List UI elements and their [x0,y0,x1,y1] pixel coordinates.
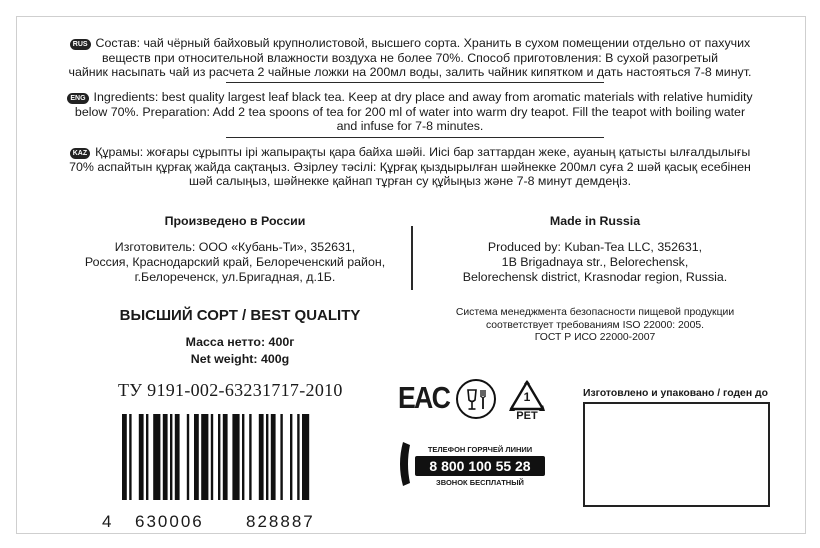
column-divider [411,226,413,290]
ru-composition [40,36,780,80]
barcode-bar [242,414,244,500]
barcode-bar [280,414,282,500]
iso-line: соответствует требованиям ISO 22000: 2005. [485,319,705,331]
recycle-label: PET [516,410,538,422]
barcode-bar [146,414,148,500]
eac-text: EAC [398,380,450,415]
hotline-title: ТЕЛЕФОН ГОРЯЧЕЙ ЛИНИИ [427,445,533,454]
manufacturer-ru [60,240,410,285]
ru-line-2: веществ при относительной влажности воздуха не более 70%. Способ приготовления: В сухой разогретый [102,50,718,65]
fork-glass-icon [455,378,497,420]
manufacturer-ru-line: Изготовитель: ООО «Кубань-Ти», 352631, [114,240,356,254]
barcode-bar [266,414,268,500]
kz-badge: KAZ [70,148,90,159]
barcode-bar [223,414,228,500]
barcode-bar [271,414,276,500]
divider [226,137,604,138]
kz-composition [40,145,780,189]
quality-grade: ВЫСШИЙ СОРТ / BEST QUALITY [119,307,361,324]
en-line-3: and infuse for 7-8 minutes. [336,119,484,134]
hotline-phone: 8 800 100 55 28 [415,456,545,476]
barcode-bar [218,414,220,500]
en-composition [40,90,780,134]
made-in-russia-en: Made in Russia [549,214,641,228]
tech-spec-number: ТУ 9191-002-63231717-2010 [118,380,343,400]
barcode-bar [201,414,208,500]
manufacturer-ru-line: г.Белореченск, ул.Бригадная, д.1Б. [134,270,336,284]
iso-line: Система менеджмента безопасности пищевой продукции [455,307,735,318]
ean13-barcode [120,414,355,500]
barcode-bar [175,414,180,500]
kz-line-3: шәй салыңыз, шәйнекке қайнап тұрған су құйыңыз және 7-8 минут демдеңіз. [188,174,632,189]
en-line-2: below 70%. Preparation: Add 2 tea spoons of tea for 200 ml of water into warm dry teapot. Fill the teapot with boiling water [74,104,746,119]
manufacturer-en-line: Belorechensk district, Krasnodar region, Russia. [462,270,728,284]
date-box-label: Изготовлено и упаковано / годен до [583,388,768,399]
barcode-bar [249,414,251,500]
iso-statement [430,307,760,345]
barcode-bar [122,414,127,500]
barcode-bar [187,414,189,500]
barcode-bar [302,414,309,500]
barcode-bar [194,414,199,500]
hotline-free-call: ЗВОНОК БЕСПЛАТНЫЙ [436,478,524,487]
en-badge: ENG [67,93,88,104]
barcode-bar [290,414,292,500]
ru-badge: RUS [70,39,91,50]
hotline-block [397,442,545,488]
net-weight-en: Net weight: 400g [190,352,290,366]
manufacturer-en [430,240,760,285]
ru-line-1: Состав: чай чёрный байховый крупнолистовой, высшего сорта. Хранить в сухом помещении отдельно от пахучих [95,36,751,50]
kz-line-2: 70% аспайтын құрғақ жайда сақтаңыз. Әзірлеу тәсілі: Құрғақ қыздырылған шәйнекке 200мл суға 2 шәй қасық есебінен [69,159,751,174]
barcode-bar [259,414,264,500]
manufacturer-en-line: Produced by: Kuban-Tea LLC, 352631, [487,240,703,254]
barcode-bar [129,414,131,500]
ru-line-3: чайник насыпать чай из расчета 2 чайные ложки на 200мл воды, залить чайник кипятком и дать настояться 7-8 минут. [68,65,752,80]
recycle-code: 1 [523,390,531,404]
barcode-bar [211,414,213,500]
production-date-box [583,402,770,507]
barcode-bar [163,414,168,500]
barcode-digits-right: 828887 [246,512,315,531]
barcode-digit: 4 [102,512,114,531]
barcode-bar [297,414,299,500]
eac-mark [398,380,450,416]
barcode-bar [139,414,144,500]
en-line-1: Ingredients: best quality largest leaf black tea. Keep at dry place and away from aromatic materials with relative humidity [93,90,753,104]
made-in-russia-ru: Произведено в России [164,214,306,228]
net-mass-ru: Масса нетто: 400г [185,335,295,349]
manufacturer-en-line: 1B Brigadnaya str., Belorechensk, [501,255,689,269]
barcode-bar [153,414,160,500]
barcode-digits-left: 630006 [135,512,204,531]
manufacturer-ru-line: Россия, Краснодарский край, Белореченский район, [84,255,386,269]
barcode-bar [232,414,239,500]
kz-line-1: Құрамы: жоғары сұрыпты ірі жапырақты қара байха шәйі. Иісі бар заттардан жеке, ауаның қатысты ылғалдылығы [95,145,751,159]
barcode-bar [170,414,172,500]
recycle-icon [505,378,549,422]
divider [226,82,604,83]
iso-line: ГОСТ Р ИСО 22000-2007 [534,332,656,344]
